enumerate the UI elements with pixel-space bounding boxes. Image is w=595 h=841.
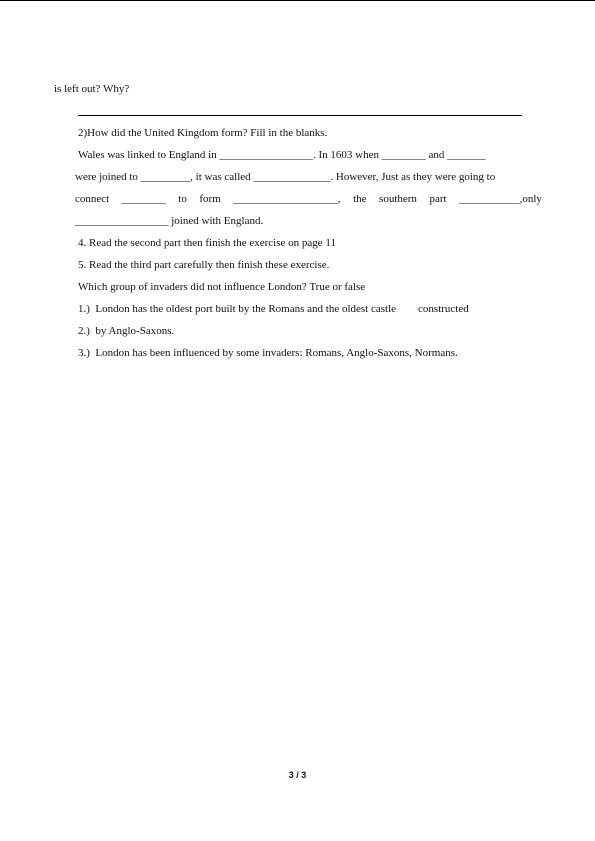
question-2: 2)How did the United Kingdom form? Fill in the blanks. [78,127,328,139]
top-border [0,0,595,1]
instruction-5: 5. Read the third part carefully then finish these exercise. [78,259,330,271]
word: form [199,193,221,205]
instruction-4: 4. Read the second part then finish the exercise on page 11 [78,237,337,249]
word: ___________________, [233,193,341,205]
fill-blank-line-1: Wales was linked to England in _________________. In 1603 when ________ and _______ [78,149,486,161]
fill-blank-line-2: were joined to _________, it was called ______________. However, Just as they were going to [75,171,496,183]
fill-blank-line-3 [75,192,542,206]
fill-blank-line-4: _________________ joined with England. [75,215,264,227]
page-number: 3 / 3 [288,770,307,780]
true-false-question: Which group of invaders did not influence London? True or false [78,281,366,293]
word: ________ [121,193,166,205]
word: connect [75,193,110,205]
word: ___________,only [459,193,542,205]
word: southern [379,193,417,205]
word: to [178,193,187,205]
answer-line [78,115,522,116]
word: part [429,193,447,205]
statement-2: 2.) by Anglo-Saxons. [78,325,175,337]
statement-1: 1.) London has the oldest port built by the Romans and the oldest castle constructed [78,303,469,315]
word: the [353,193,367,205]
question-continuation: is left out? Why? [54,83,130,95]
statement-3: 3.) London has been influenced by some invaders: Romans, Anglo-Saxons, Normans. [78,347,458,359]
